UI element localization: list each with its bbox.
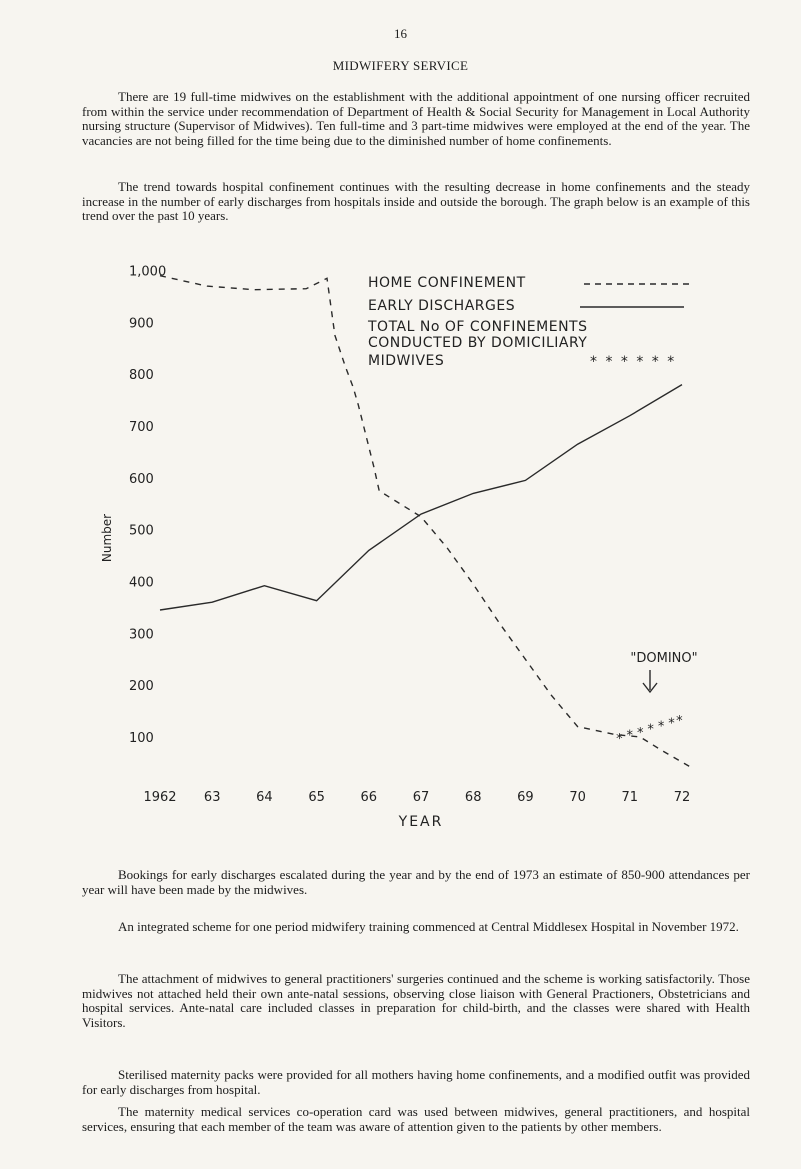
y-tick-label: 300 <box>129 627 154 643</box>
x-tick-label: 70 <box>569 790 586 805</box>
asterisk-point: * <box>616 732 623 748</box>
paragraph-trend: The trend towards hospital confinement continues with the resulting decrease in home confinements and the steady increase in the number of early discharges from hospitals inside and outside the borough. The graph below is an example of this trend over the past 10 years. <box>82 179 750 223</box>
paragraph-cooperation-card: The maternity medical services co-operation card was used between midwives, general practitioners, and hospital services, ensuring that each member of the team was aware of attention given to the patients by other members. <box>82 1104 750 1134</box>
y-tick-label: 600 <box>129 471 154 487</box>
legend-line: EARLY DISCHARGES <box>368 298 516 314</box>
x-tick-label: 1962 <box>143 790 177 805</box>
y-axis-label: Number <box>100 513 114 563</box>
x-tick-label: 66 <box>360 790 378 805</box>
legend-asterisk-swatch: * * * * * * <box>590 354 677 370</box>
asterisk-point: * <box>657 719 665 735</box>
x-tick-label: 65 <box>308 790 325 805</box>
x-tick-label: 72 <box>673 790 691 805</box>
legend-line: HOME CONFINEMENT <box>368 275 526 291</box>
page-number: 16 <box>394 26 407 41</box>
early-discharges-line <box>160 385 682 610</box>
y-tick-label: 500 <box>129 523 154 539</box>
x-tick-label: 68 <box>464 790 482 805</box>
annotation-layer <box>630 651 697 692</box>
x-axis-label: YEAR <box>398 814 444 830</box>
paragraph-attachment: The attachment of midwives to general practitioners' surgeries continued and the scheme is working satisfactorily. Those midwives not attached held their own ante-natal sessions, observing close liaison with General Practioners, Obstetricians and hospital services. Ante-natal care included classes in preparation for child-birth, and the classes were shared with Health Visitors. <box>82 971 750 1030</box>
paragraph-training: An integrated scheme for one period midwifery training commenced at Central Middlesex Hospital in November 1972. <box>118 919 739 934</box>
y-tick-label: 400 <box>129 575 154 591</box>
asterisk-point: * <box>647 722 654 738</box>
x-tick-label: 64 <box>256 790 273 805</box>
y-tick-label: 100 <box>129 731 154 746</box>
y-tick-label: 700 <box>129 420 154 436</box>
y-tick-label: 800 <box>129 368 154 384</box>
x-tick-label: 69 <box>517 790 534 805</box>
legend-line: CONDUCTED BY DOMICILIARY <box>368 335 588 351</box>
y-tick-label: 1,000 <box>129 264 167 280</box>
legend <box>367 275 690 370</box>
y-tick-label: 900 <box>129 316 154 332</box>
paragraph-maternity-packs: Sterilised maternity packs were provided for all mothers having home confinements, and a modified outfit was provided for early discharges from hospital. <box>82 1067 750 1097</box>
asterisk-point: * <box>668 716 675 732</box>
y-tick-labels <box>129 265 166 746</box>
section-title: MIDWIFERY SERVICE <box>332 58 469 73</box>
x-tick-label: 63 <box>203 790 221 805</box>
x-tick-label: 71 <box>621 790 639 805</box>
x-tick-labels <box>143 790 690 805</box>
legend-line: MIDWIVES <box>368 353 445 369</box>
domino-annotation: "DOMINO" <box>630 651 698 666</box>
y-tick-label: 200 <box>129 679 154 695</box>
asterisk-point: * <box>626 728 634 744</box>
x-tick-label: 67 <box>412 790 430 805</box>
paragraph-establishment: There are 19 full-time midwives on the establishment with the additional appointment of one nursing officer recruited from within the service under recommendation of Department of Health & Social Security for Management in Local Authority nursing structure (Supervisor of Midwives). Ten full-time and 3 part-time midwives were employed at the end of the year. The vacancies are not being filled for the time being due to the diminished number of home confinements. <box>82 89 750 148</box>
asterisk-point: * <box>636 725 644 741</box>
paragraph-bookings: Bookings for early discharges escalated during the year and by the end of 1973 an estimate of 850-900 attendances per year will have been made by the midwives. <box>82 867 750 897</box>
legend-line: TOTAL No OF CONFINEMENTS <box>368 319 588 335</box>
asterisk-point: * <box>676 713 683 729</box>
